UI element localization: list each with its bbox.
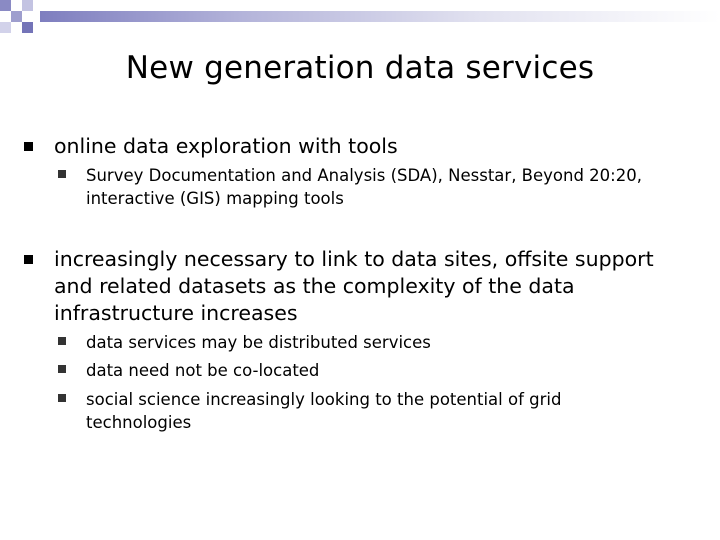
sub-bullet-item — [58, 331, 658, 355]
square-bullet-icon — [58, 394, 66, 402]
decor-square — [22, 0, 33, 11]
decor-square — [0, 0, 11, 11]
sub-bullet-text: data services may be distributed services — [86, 333, 431, 352]
sub-bullet-item — [58, 359, 658, 383]
bullet-text: increasingly necessary to link to data sites, offsite support and related datasets as the complexity of the data infrastructure increases — [54, 247, 654, 325]
slide-title: New generation data services — [125, 50, 595, 86]
header-gradient-bar — [40, 11, 720, 22]
decorative-header-band — [0, 0, 720, 34]
decor-square — [22, 22, 33, 33]
bullet-text: online data exploration with tools — [54, 134, 398, 158]
sub-bullet-text: social science increasingly looking to the potential of grid technologies — [86, 390, 562, 432]
bullet-item — [24, 133, 684, 163]
sub-bullet-item — [58, 388, 658, 436]
decor-square — [11, 11, 22, 22]
square-bullet-icon — [24, 142, 33, 151]
bullet-item — [24, 246, 684, 328]
square-bullet-icon — [58, 337, 66, 345]
square-bullet-icon — [58, 170, 66, 178]
square-bullet-icon — [24, 255, 33, 264]
decor-square — [0, 22, 11, 33]
sub-bullet-text: Survey Documentation and Analysis (SDA), Nesstar, Beyond 20:20, interactive (GIS) mapping tools — [86, 166, 642, 208]
sub-bullet-text: data need not be co-located — [86, 361, 320, 380]
sub-bullet-item — [58, 164, 658, 212]
square-bullet-icon — [58, 365, 66, 373]
